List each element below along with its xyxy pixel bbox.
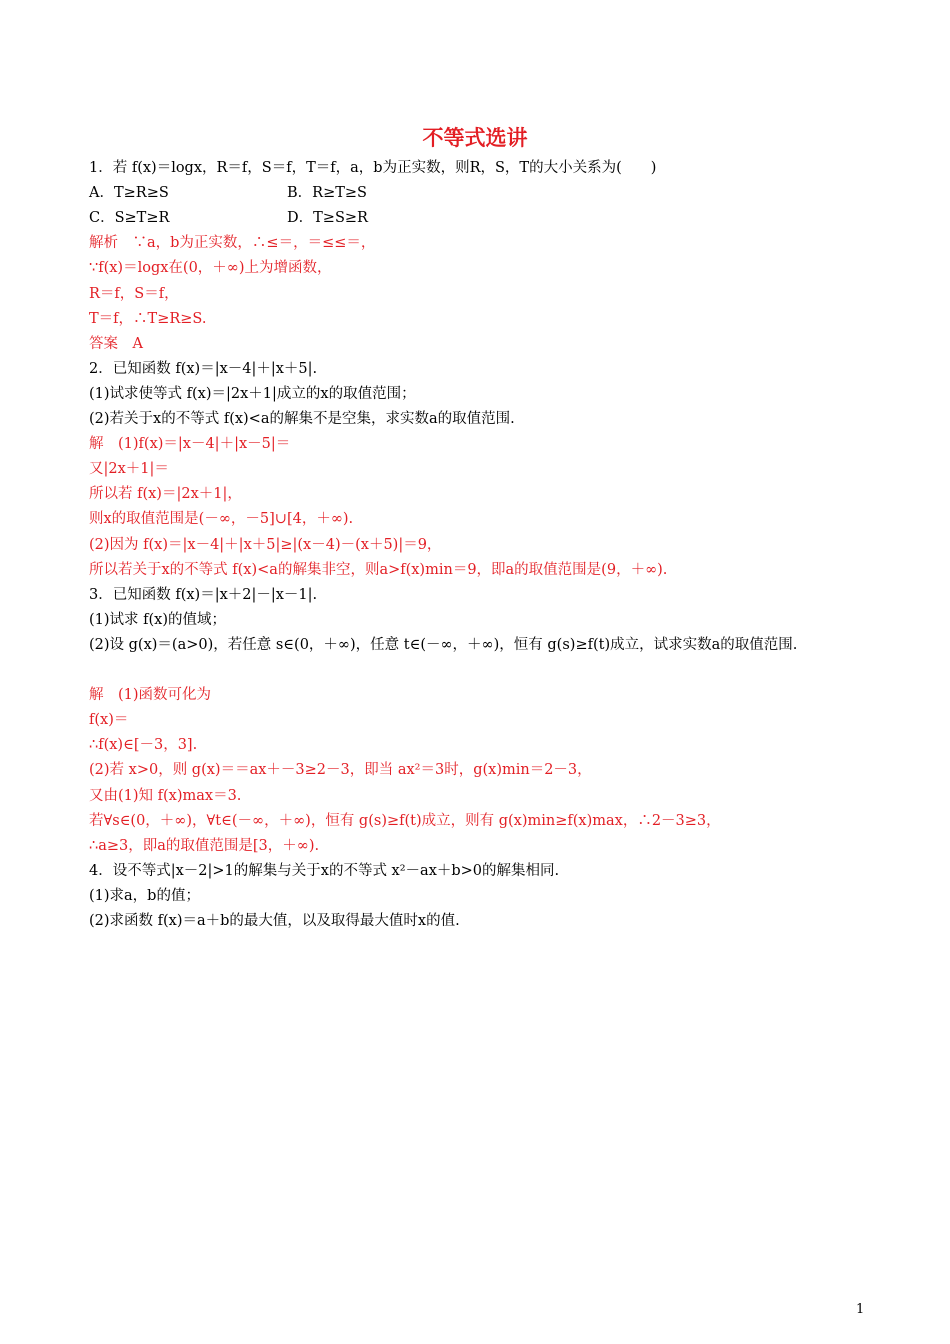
page-title: 不等式选讲	[422, 126, 528, 150]
text-line	[89, 434, 290, 454]
text-line	[89, 459, 169, 479]
page-number: 1	[856, 1302, 865, 1317]
text-line	[89, 861, 559, 881]
line-text: C．S≥T≥R	[89, 210, 170, 227]
text-line	[89, 585, 317, 605]
text-line	[89, 284, 179, 304]
text-line	[89, 560, 667, 580]
text-line	[89, 710, 128, 730]
line-text: 又由(1)知 f(x)max＝3.	[89, 787, 242, 804]
line-text: f(x)＝	[89, 712, 129, 729]
line-text: (2)求函数 f(x)＝a＋b的最大值，以及取得最大值时x的值.	[89, 913, 460, 929]
line-text: R＝f，S＝f，	[89, 285, 179, 302]
text-line	[89, 786, 241, 806]
text-line	[89, 309, 206, 329]
line-text: 若∀s∈(0，＋∞)，∀t∈(－∞，＋∞)，恒有 g(s)≥f(t)成立，则有 g(x)min≥f(x)max，∴2－3≥3，	[89, 812, 721, 829]
line-text: 1．若 f(x)＝logx，R＝f，S＝f，T＝f，a，b为正实数，则R，S，T的大小关系为( )	[89, 160, 657, 176]
text-line	[89, 811, 721, 831]
line-text: 4．设不等式|x－2|>1的解集与关于x的不等式 x²－ax＋b>0的解集相同.	[89, 862, 560, 879]
line-text: ∴a≥3，即a的取值范围是[3，＋∞).	[89, 837, 320, 854]
line-text: ∵f(x)＝logx在(0，＋∞)上为增函数，	[89, 260, 332, 277]
line-text: 解析 ∵a，b为正实数，∴≤＝，＝≤≤＝，	[89, 235, 376, 252]
text-line	[89, 208, 368, 228]
text-line	[89, 183, 367, 203]
line-text: (1)试求使等式 f(x)＝|2x＋1|成立的x的取值范围；	[89, 385, 416, 402]
text-line	[89, 158, 656, 178]
text-line	[89, 911, 460, 931]
line-text: 3．已知函数 f(x)＝|x＋2|－|x－1|.	[89, 586, 318, 603]
line-text: (1)试求 f(x)的值域；	[89, 611, 227, 628]
line-text: (1)求a，b的值；	[89, 887, 200, 904]
text-line	[89, 760, 592, 780]
text-line	[89, 233, 375, 253]
text-line	[89, 359, 317, 379]
line-text: (2)若 x>0，则 g(x)＝＝ax＋－3≥2－3，即当 ax²＝3时，g(x)min＝2－3，	[89, 762, 592, 779]
text-line	[89, 409, 515, 429]
line-text: T＝f，∴T≥R≥S.	[89, 310, 207, 327]
line-text: 则x的取值范围是(－∞，－5]∪[4，＋∞).	[89, 511, 354, 528]
line-text: 解 (1)函数可化为	[89, 687, 212, 704]
option-text: B．R≥T≥S	[287, 185, 367, 202]
text-line	[89, 735, 197, 755]
text-line	[89, 685, 211, 705]
line-text: 又|2x＋1|＝	[89, 461, 169, 478]
text-line	[89, 258, 332, 278]
line-text: (2)因为 f(x)＝|x－4|＋|x＋5|≥|(x－4)－(x＋5)|＝9，	[89, 536, 442, 553]
text-line	[89, 384, 416, 404]
text-line	[89, 886, 200, 906]
line-text: ∴f(x)∈[－3，3].	[89, 737, 198, 754]
text-line	[89, 509, 353, 529]
text-line	[89, 334, 143, 354]
text-line	[89, 635, 869, 655]
text-line	[89, 535, 441, 555]
text-line	[89, 836, 319, 856]
line-text: 答案 A	[89, 335, 143, 352]
text-line	[89, 610, 226, 630]
line-text: (2)若关于x的不等式 f(x)<a的解集不是空集，求实数a的取值范围.	[89, 411, 515, 427]
line-text: 所以若关于x的不等式 f(x)<a的解集非空，则a>f(x)min＝9，即a的取值范围是(9，＋∞).	[89, 561, 668, 578]
text-line	[89, 484, 242, 504]
line-text: (2)设 g(x)＝(a>0)，若任意 s∈(0，＋∞)，任意 t∈(－∞，＋∞)，恒有 g(s)≥f(t)成立，试求实数a的取值范围.	[89, 636, 798, 653]
line-text: 所以若 f(x)＝|2x＋1|，	[89, 486, 242, 503]
line-text: 2．已知函数 f(x)＝|x－4|＋|x＋5|.	[89, 360, 318, 377]
option-text: D．T≥S≥R	[287, 210, 368, 227]
line-text: 解 (1)f(x)＝|x－4|＋|x－5|＝	[89, 436, 291, 453]
line-text: A．T≥R≥S	[89, 185, 169, 202]
